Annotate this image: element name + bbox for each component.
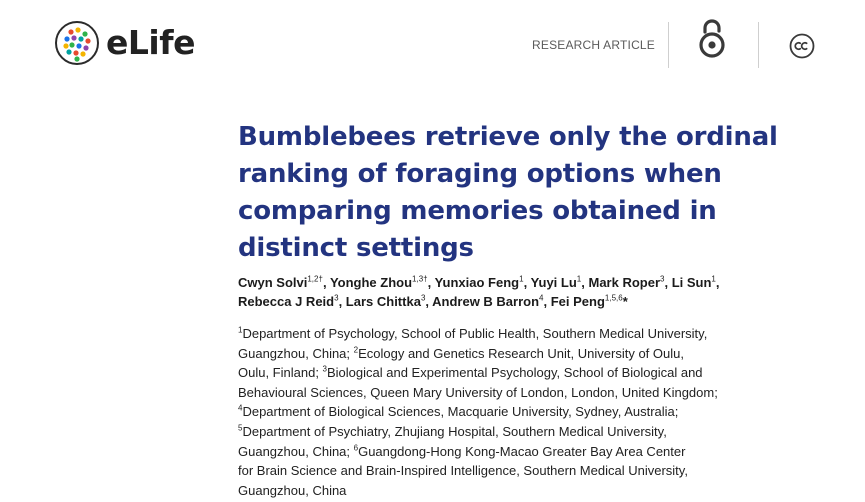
logo-dot [75, 27, 80, 32]
affiliation-text: Oulu, Finland; [238, 365, 323, 381]
affiliation-marker: 3 [322, 364, 327, 374]
logo-dot [85, 38, 90, 43]
author-affiliation-marker: 3 [660, 274, 665, 284]
author[interactable] [432, 294, 543, 309]
author-name: Andrew B Barron [432, 294, 540, 309]
author-name: Yunxiao Feng [434, 275, 520, 290]
affiliation-marker: 4 [238, 404, 243, 414]
affiliation-list [238, 324, 833, 500]
affiliation-line [238, 383, 833, 403]
author-affiliation-marker: 4 [539, 293, 544, 303]
header-divider [758, 22, 759, 68]
author-separator: , [543, 294, 551, 309]
affiliation-text: Ecology and Genetics Research Unit, University of Oulu, [358, 345, 684, 361]
author-separator: , [523, 275, 531, 290]
logo-dot [66, 49, 71, 54]
title-line: Bumblebees retrieve only the ordinal [238, 122, 778, 152]
author-affiliation-marker: 1 [519, 274, 524, 284]
author-affiliation-marker: 3 [334, 293, 339, 303]
author-name: Yuyi Lu [530, 275, 577, 290]
author-name: Li Sun [671, 275, 712, 290]
title-line: ranking of foraging options when [238, 159, 722, 189]
author-affiliation-marker: 1,5,6 [604, 293, 623, 303]
logo-dot [63, 43, 68, 48]
author[interactable] [238, 275, 323, 290]
author[interactable] [531, 275, 582, 290]
affiliation-line [238, 344, 833, 364]
author-affiliation-marker: 3 [420, 293, 426, 303]
affiliation-line [238, 481, 833, 501]
logo-dot [71, 35, 76, 40]
affiliation-text: Guangzhou, China; [238, 443, 354, 459]
author-separator: , [322, 275, 330, 290]
open-access-icon[interactable] [697, 18, 727, 60]
author[interactable] [330, 275, 428, 290]
title-line: distinct settings [238, 233, 474, 263]
author[interactable] [346, 294, 426, 309]
elife-logo-icon [54, 20, 100, 66]
author-list [238, 273, 828, 311]
author-separator: * [622, 294, 628, 309]
logo-dot [64, 36, 69, 41]
article-header [0, 0, 865, 95]
affiliation-marker: 5 [238, 423, 243, 433]
article-title [238, 119, 838, 267]
logo-dot [68, 29, 73, 34]
affiliation-line [238, 363, 833, 383]
affiliation-marker: 6 [353, 443, 359, 453]
affiliation-text: Behavioural Sciences, Queen Mary University of London, London, United Kingdom; [238, 384, 718, 400]
logo-dot [78, 36, 83, 41]
elife-logo[interactable] [54, 20, 195, 66]
author[interactable] [435, 275, 524, 290]
author-name: Cwyn Solvi [238, 275, 308, 290]
author[interactable] [672, 275, 716, 290]
author-separator: , [664, 275, 672, 290]
author-separator: , [427, 275, 435, 290]
author-separator: , [338, 294, 346, 309]
affiliation-marker: 2 [353, 345, 359, 355]
affiliation-text: Guangdong-Hong Kong-Macao Greater Bay Area Center [358, 443, 686, 459]
affiliation-line [238, 442, 833, 462]
logo-dot [80, 51, 85, 56]
affiliation-line [238, 402, 833, 422]
author-separator: , [425, 294, 433, 309]
author[interactable] [551, 294, 623, 309]
author-affiliation-marker: 1 [576, 274, 582, 284]
author-affiliation-marker: 1,2† [307, 274, 323, 284]
logo-dot [82, 31, 87, 36]
affiliation-text: Department of Psychology, School of Public Health, Southern Medical University, [242, 326, 708, 341]
logo-dot [73, 50, 78, 55]
affiliation-text: Biological and Experimental Psychology, School of Biological and [327, 365, 703, 381]
article-type-label: RESEARCH ARTICLE [532, 38, 656, 52]
affiliation-text: Department of Psychiatry, Zhujiang Hospital, Southern Medical University, [242, 423, 667, 439]
author-name: Lars Chittka [345, 294, 421, 309]
author-separator: , [715, 275, 720, 290]
author-separator: , [581, 275, 589, 290]
affiliation-line [238, 422, 833, 442]
affiliation-text: Department of Biological Sciences, Macquarie University, Sydney, Australia; [242, 404, 679, 420]
logo-dot [83, 45, 88, 50]
creative-commons-icon[interactable] [789, 33, 815, 59]
affiliation-marker: 1 [238, 325, 243, 335]
title-line: comparing memories obtained in [238, 196, 717, 226]
author-name: Rebecca J Reid [238, 294, 335, 309]
elife-logo-text: eLife [106, 23, 195, 62]
author-affiliation-marker: 1,3† [412, 274, 428, 284]
logo-dot [69, 42, 74, 47]
author[interactable] [588, 275, 664, 290]
affiliation-text: Guangzhou, China; [238, 345, 354, 361]
affiliation-line [238, 461, 833, 481]
author-affiliation-marker: 1 [711, 274, 716, 284]
header-divider [668, 22, 669, 68]
author[interactable] [238, 294, 339, 309]
author-name: Mark Roper [588, 275, 661, 290]
affiliation-line [238, 324, 833, 344]
author-name: Yonghe Zhou [329, 275, 413, 290]
logo-dot [74, 56, 79, 61]
logo-dot [76, 43, 81, 48]
affiliation-text: for Brain Science and Brain-Inspired Intelligence, Southern Medical University, [238, 463, 688, 479]
author-name: Fei Peng [550, 294, 605, 309]
affiliation-text: Guangzhou, China [238, 482, 347, 498]
